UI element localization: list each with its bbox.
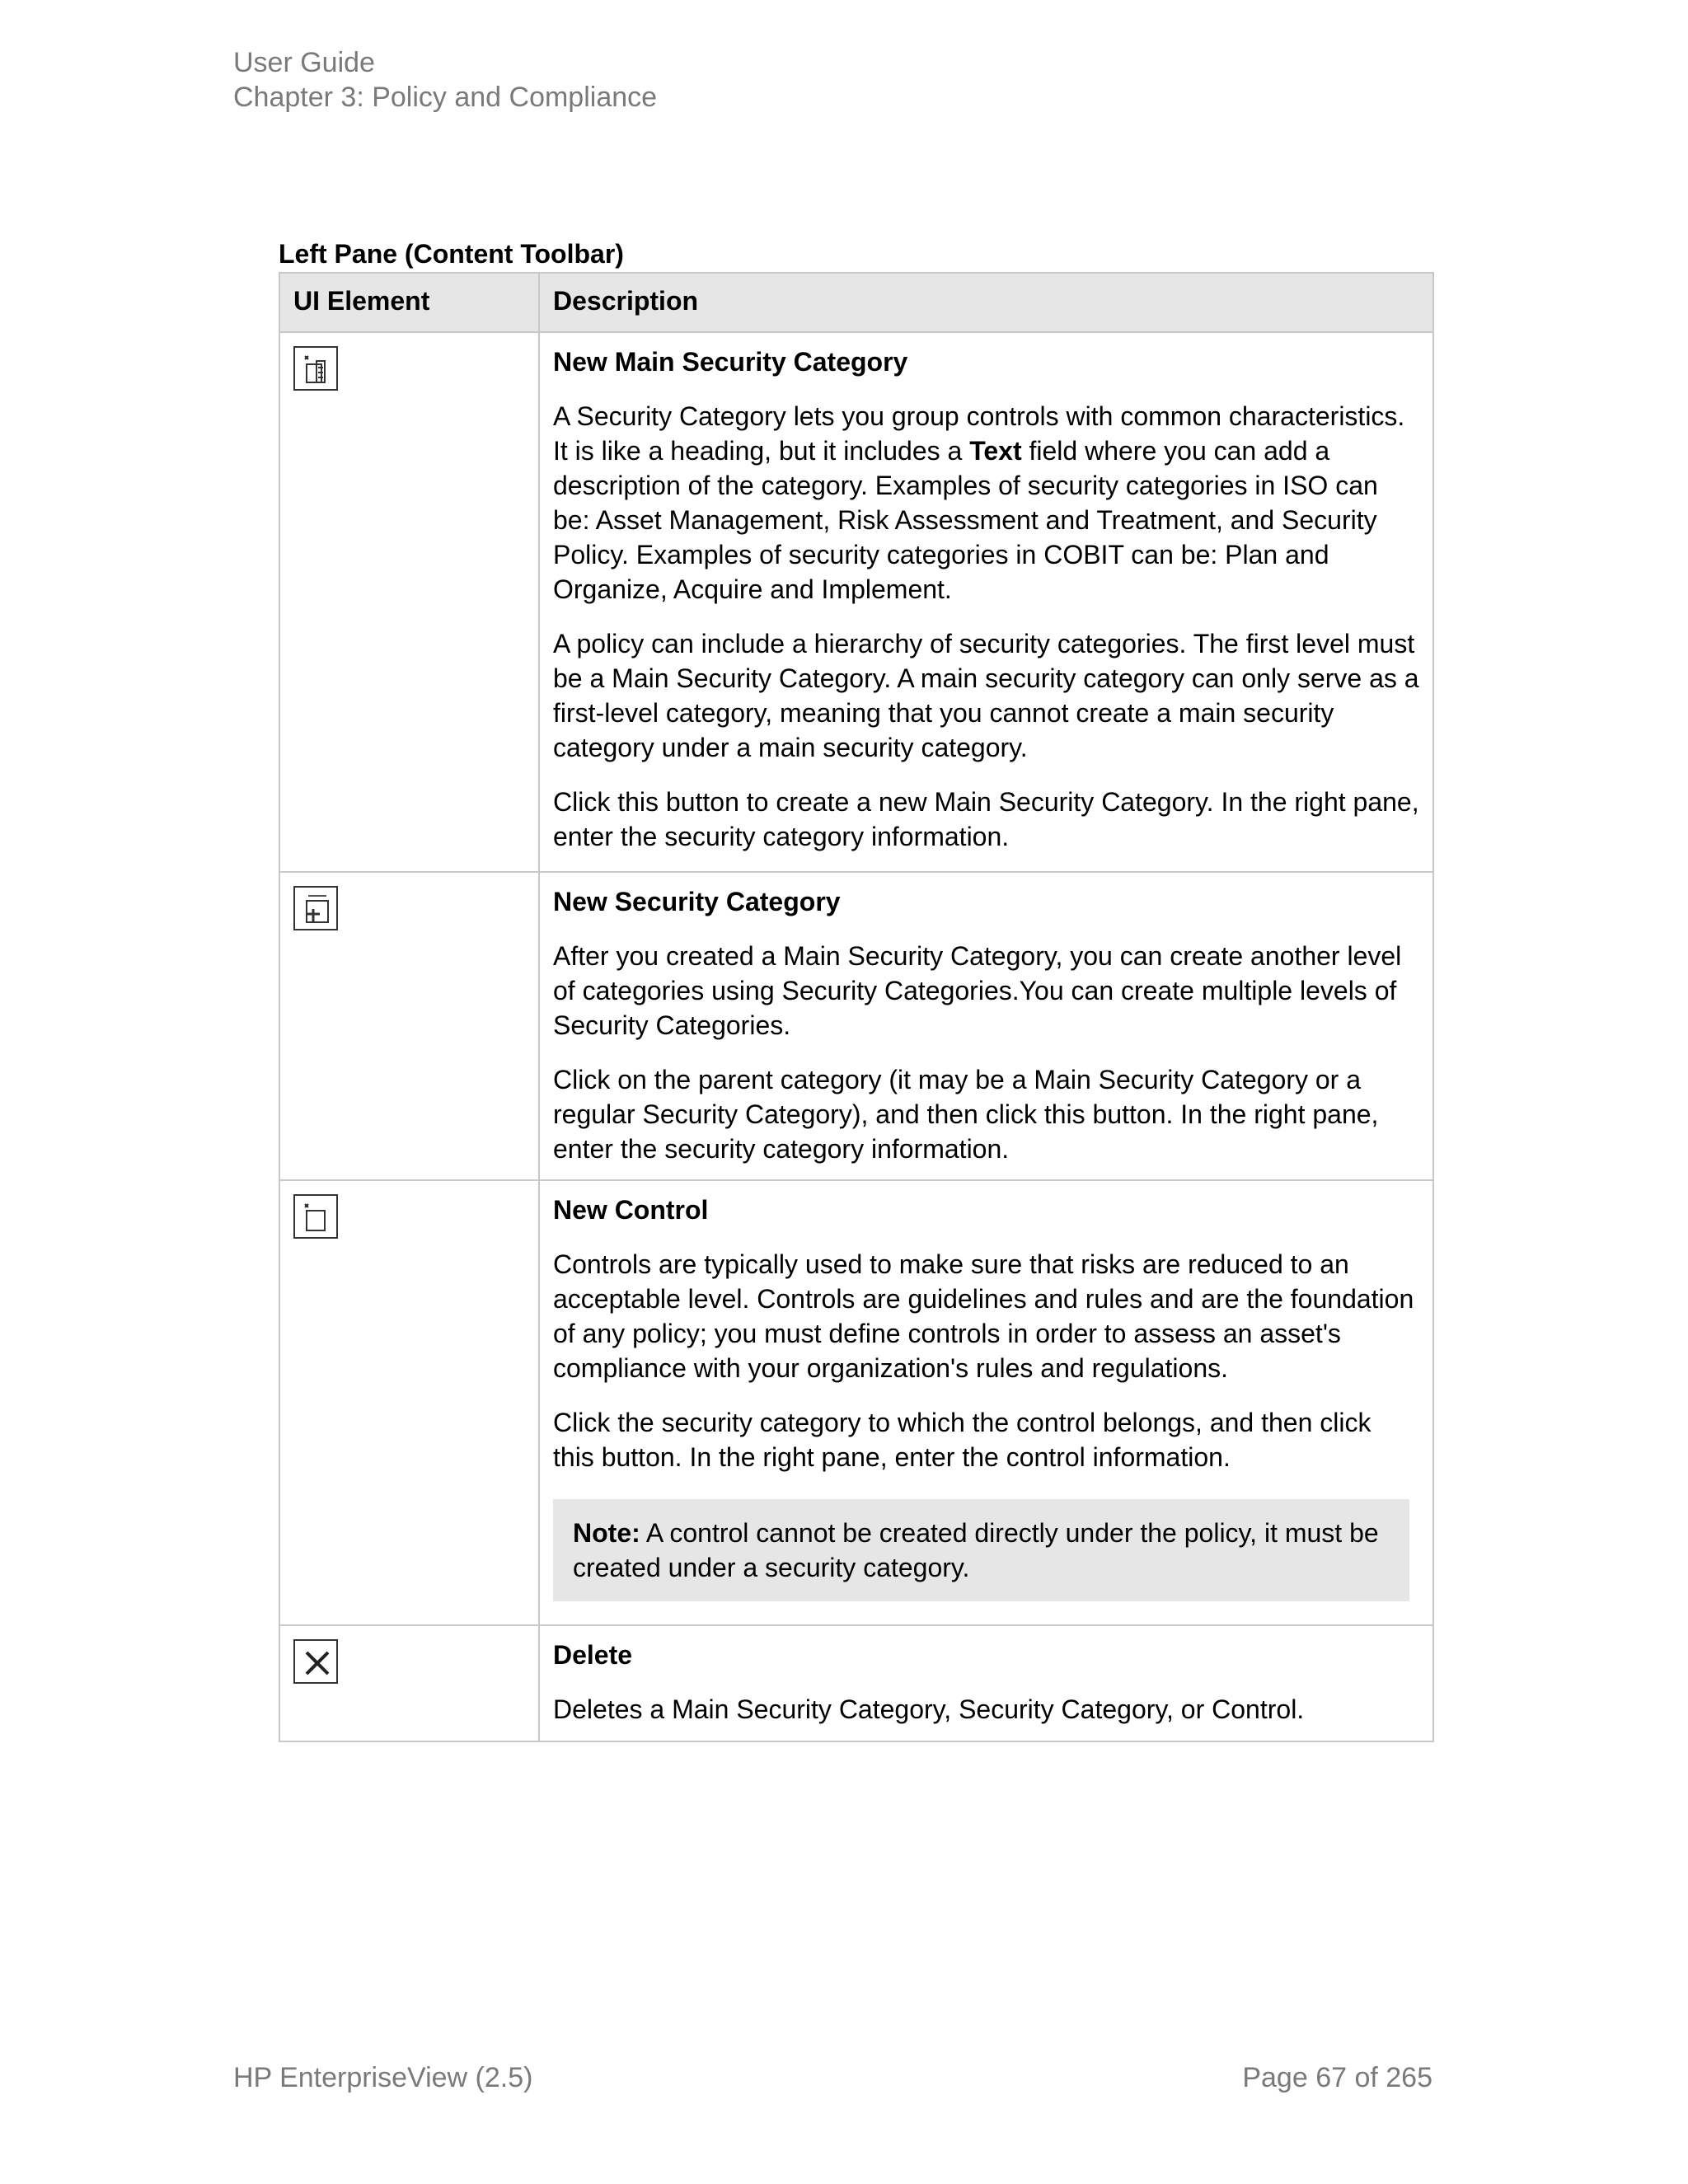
paragraph-text: A Security Category lets you group controls with common characteristics. It is like a heading, but it includes a <box>553 401 1405 466</box>
description-paragraph: Click this button to create a new Main Security Category. In the right pane, enter the security category information. <box>553 787 1419 851</box>
description-cell <box>539 872 1433 1180</box>
column-header-ui-element: UI Element <box>279 273 539 332</box>
description-paragraph <box>553 399 1419 607</box>
description-paragraph: After you created a Main Security Category, you can create another level of categories using Security Categories.You can create multiple levels of Security Categories. <box>553 941 1402 1040</box>
table-row <box>279 1180 1433 1625</box>
new-main-security-category-icon <box>293 346 338 391</box>
description-paragraph: Click the security category to which the control belongs, and then click this button. In the right pane, enter the control information. <box>553 1408 1372 1472</box>
delete-icon <box>293 1639 338 1684</box>
table-row <box>279 332 1433 872</box>
new-security-category-icon <box>293 886 338 930</box>
new-control-icon <box>293 1194 338 1239</box>
column-header-description: Description <box>539 273 1433 332</box>
note-box <box>553 1499 1409 1601</box>
ui-element-cell <box>279 332 539 872</box>
ui-element-cell <box>279 1625 539 1741</box>
description-paragraph: Deletes a Main Security Category, Security Category, or Control. <box>553 1694 1305 1724</box>
description-paragraph: A policy can include a hierarchy of security categories. The first level must be a Main Security Category. A main security category can only serve as a first-level category, meaning that you cannot create a main security category under a main security category. <box>553 629 1419 762</box>
field-name-text: Text <box>969 436 1022 466</box>
ui-element-table <box>279 272 1434 1742</box>
description-paragraph: Controls are typically used to make sure that risks are reduced to an acceptable level. Controls are guidelines and rules and are the foundation of any policy; you must define controls in order to assess an asset's compliance with your organization's rules and regulations. <box>553 1249 1414 1383</box>
note-text: A control cannot be created directly under the policy, it must be created under a security category. <box>573 1518 1379 1582</box>
entry-title: New Security Category <box>553 887 841 916</box>
running-header <box>233 45 657 115</box>
entry-title: New Control <box>553 1195 709 1225</box>
description-cell <box>539 1625 1433 1741</box>
paragraph-text: field where you can add a description of the category. Examples of security categories in ISO can be: Asset Management, Risk Assessment and Treatment, and Security Policy. Examples of security categories in COBIT can be: Plan and Organize, Acquire and Implement. <box>553 436 1378 604</box>
footer-product: HP EnterpriseView (2.5) <box>233 2062 533 2093</box>
table-row <box>279 872 1433 1180</box>
note-label: Note: <box>573 1518 640 1548</box>
description-cell <box>539 332 1433 872</box>
table-header-row <box>279 273 1433 332</box>
footer-page-number: Page 67 of 265 <box>1242 2062 1432 2093</box>
description-paragraph: Click on the parent category (it may be a Main Security Category or a regular Security Category), and then click this button. In the right pane, enter the security category information. <box>553 1065 1379 1164</box>
entry-title: New Main Security Category <box>553 347 908 377</box>
chapter-title: Chapter 3: Policy and Compliance <box>233 82 658 113</box>
guide-title: User Guide <box>233 47 375 78</box>
table-row <box>279 1625 1433 1741</box>
ui-element-cell <box>279 872 539 1180</box>
section-caption: Left Pane (Content Toolbar) <box>279 239 624 269</box>
entry-title: Delete <box>553 1640 633 1670</box>
description-cell <box>539 1180 1433 1625</box>
ui-element-cell <box>279 1180 539 1625</box>
